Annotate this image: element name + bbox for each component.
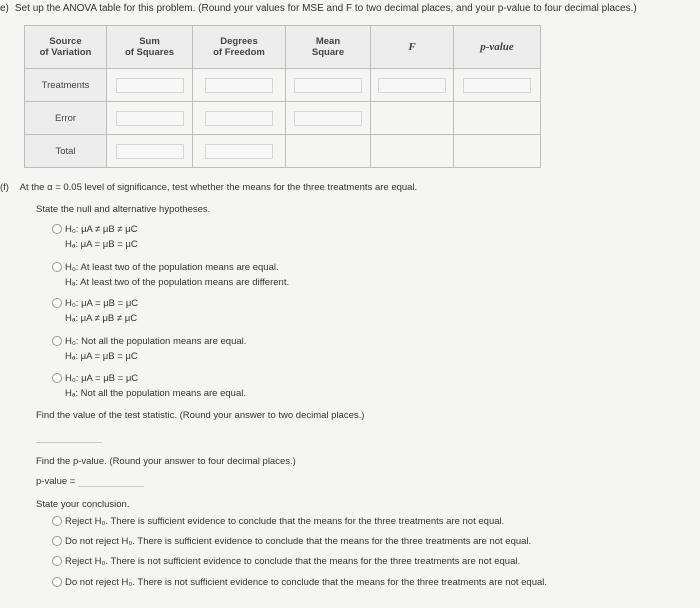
row-label-total: Total [25,135,107,168]
part-f-question-text: At the α = 0.05 level of significance, test whether the means for the three treatments are equal. [19,182,418,193]
test-statistic-input[interactable] [36,430,102,443]
p-value-input[interactable] [78,486,144,487]
col-f: F [371,26,454,69]
radio-icon[interactable] [52,262,62,272]
row-total [25,135,541,168]
row-error [25,102,541,135]
input-ss-error[interactable] [116,111,184,126]
col-sum-of-squares: Sum of Squares [107,26,193,69]
hypothesis-option-2[interactable]: H₀: At least two of the population means are equal. Hₐ: At least two of the population means are different. [52,262,289,289]
input-ms-error[interactable] [294,111,362,126]
anova-header-row [25,26,541,69]
radio-icon[interactable] [52,577,62,587]
conclusion-option-1[interactable]: Reject H₀. There is sufficient evidence to conclude that the means for the three treatments are not equal. [52,516,504,527]
col-source: Source of Variation [25,26,107,69]
col-p-value: p-value [454,26,541,69]
radio-icon[interactable] [52,224,62,234]
conclusion-prompt: State your conclusion. [36,499,130,510]
radio-icon[interactable] [52,373,62,383]
part-e-text: Set up the ANOVA table for this problem. (Round your values for MSE and F to two decimal places, and your p-value to four decimal places.) [14,3,637,14]
hypothesis-option-3[interactable]: H₀: μA = μB = μC Hₐ: μA ≠ μB ≠ μC [52,298,138,325]
col-degrees-of-freedom: Degrees of Freedom [193,26,286,69]
conclusion-option-3[interactable]: Reject H₀. There is not sufficient evidence to conclude that the means for the three treatments are not equal. [52,556,520,567]
input-ss-total[interactable] [116,144,184,159]
part-e-instruction [0,3,637,14]
input-ms-treatments[interactable] [294,78,362,93]
part-f-question [0,182,417,193]
input-df-total[interactable] [205,144,273,159]
p-value-label: p-value = [36,476,76,487]
conclusion-option-2[interactable]: Do not reject H₀. There is sufficient evidence to conclude that the means for the three treatments are not equal. [52,536,531,547]
input-df-treatments[interactable] [205,78,273,93]
input-ss-treatments[interactable] [116,78,184,93]
input-df-error[interactable] [205,111,273,126]
anova-table [24,25,541,168]
p-value-answer [36,476,144,487]
part-e-label: e) [0,3,9,14]
input-p-value-table[interactable] [463,78,531,93]
hypothesis-option-5[interactable]: H₀: μA = μB = μC Hₐ: Not all the population means are equal. [52,373,246,400]
row-label-error: Error [25,102,107,135]
p-value-prompt: Find the p-value. (Round your answer to four decimal places.) [36,456,296,467]
input-f[interactable] [378,78,446,93]
row-label-treatments: Treatments [25,69,107,102]
test-statistic-prompt: Find the value of the test statistic. (Round your answer to two decimal places.) [36,410,365,421]
radio-icon[interactable] [52,336,62,346]
radio-icon[interactable] [52,556,62,566]
col-mean-square: Mean Square [286,26,371,69]
radio-icon[interactable] [52,516,62,526]
radio-icon[interactable] [52,536,62,546]
radio-icon[interactable] [52,298,62,308]
hypothesis-option-4[interactable]: H₀: Not all the population means are equal. Hₐ: μA = μB = μC [52,336,246,363]
row-treatments [25,69,541,102]
hypothesis-option-1[interactable]: H₀: μA ≠ μB ≠ μC Hₐ: μA = μB = μC [52,224,138,251]
conclusion-option-4[interactable]: Do not reject H₀. There is not sufficient evidence to conclude that the means for the three treatments are not equal. [52,577,547,588]
hypotheses-prompt: State the null and alternative hypotheses. [36,204,211,215]
part-f-label: (f) [0,182,9,193]
